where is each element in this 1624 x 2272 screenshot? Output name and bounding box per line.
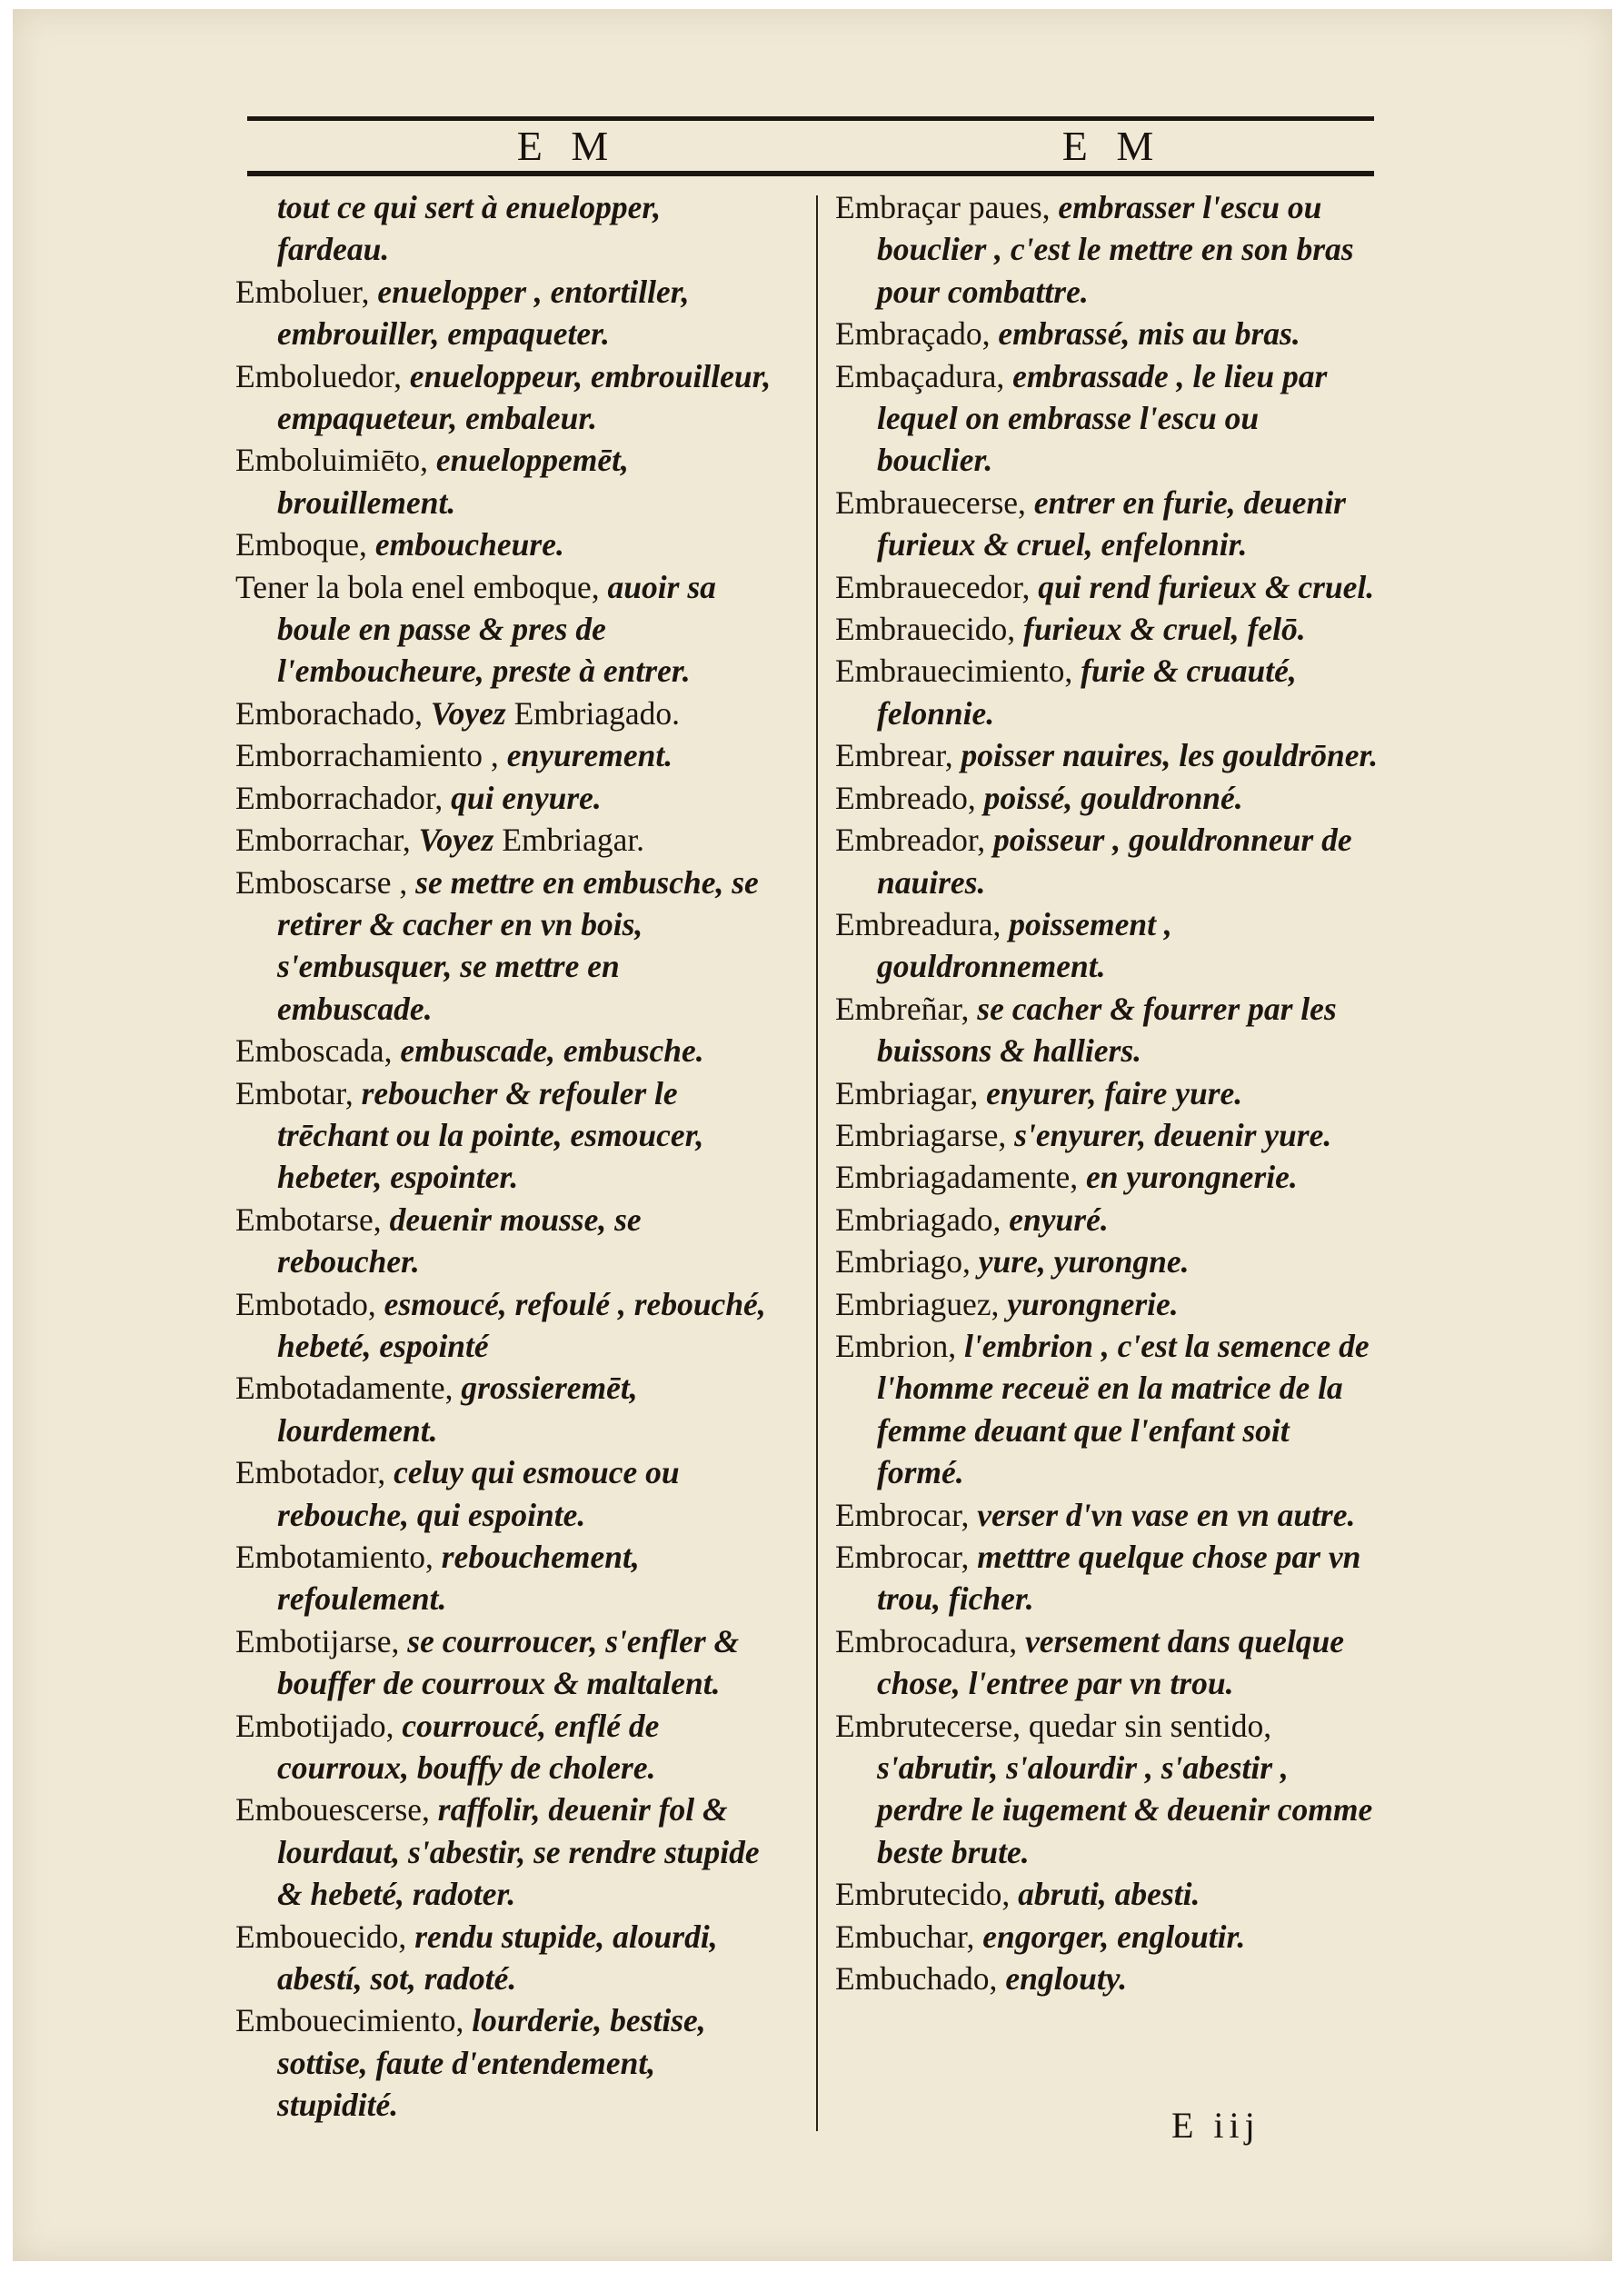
entry-translation: embrassade , le lieu par lequel on embrasse l'escu ou bouclier.	[877, 357, 1328, 479]
dictionary-entry	[835, 1536, 1380, 1620]
entry-translation: enuelopper , entortiller, embrouiller, empaqueter.	[277, 273, 690, 353]
entry-headword: Emborrachamiento ,	[235, 737, 499, 774]
entry-headword: Embrocar,	[835, 1496, 970, 1533]
entry-headword: Emboscarse ,	[235, 863, 408, 901]
entry-translation: enyuré.	[1009, 1201, 1109, 1238]
dictionary-entry	[835, 1620, 1380, 1705]
entry-headword: Embotado,	[235, 1285, 376, 1322]
entry-headword: Embreador,	[835, 822, 986, 859]
entry-translation: embrassé, mis au bras.	[998, 315, 1300, 353]
entry-headword: Embrocadura,	[835, 1622, 1018, 1659]
entry-headword: Embriagado,	[835, 1201, 1001, 1238]
entry-headword: Embouecimiento,	[235, 2002, 464, 2039]
entry-headword: Embreñar,	[835, 990, 970, 1027]
header-rule-bottom	[247, 171, 1374, 176]
dictionary-entry	[235, 186, 781, 271]
entry-headword: Embrauecido,	[835, 611, 1016, 648]
dictionary-entry	[235, 271, 781, 355]
entry-translation: s'abrutir, s'alourdir , s'abestir , perdre le iugement & deuenir comme beste brute.	[877, 1749, 1373, 1870]
entry-headword: Embrear,	[835, 737, 953, 774]
book-page	[13, 9, 1612, 2261]
entry-translation: embrasser l'escu ou bouclier , c'est le mettre en son bras pour combattre.	[877, 189, 1354, 310]
dictionary-entry	[835, 1873, 1380, 1915]
dictionary-entry	[835, 1199, 1380, 1241]
dictionary-entry	[235, 1789, 781, 1915]
entry-headword: Embriaguez,	[835, 1285, 1000, 1322]
entry-headword: Embrauecerse,	[835, 483, 1026, 521]
entry-headword: Embriago,	[835, 1243, 971, 1280]
dictionary-entry	[235, 1451, 781, 1536]
dictionary-entry	[835, 313, 1380, 354]
entry-translation: s'enyurer, deuenir yure.	[1014, 1116, 1332, 1153]
left-column	[235, 186, 781, 2127]
entry-headword: Emborrachar,	[235, 822, 411, 859]
dictionary-entry	[235, 1367, 781, 1451]
dictionary-entry	[835, 988, 1380, 1072]
entry-headword: Embotadamente,	[235, 1370, 453, 1407]
dictionary-entry	[835, 734, 1380, 776]
entry-translation: auoir sa boule en passe & pres de l'emboucheure, preste à entrer.	[277, 568, 716, 690]
entry-headword: Embuchar,	[835, 1918, 975, 1955]
dictionary-entry	[235, 355, 781, 440]
dictionary-entry	[235, 1199, 781, 1283]
dictionary-entry	[835, 1916, 1380, 1958]
entry-headword: Embaçadura,	[835, 357, 1005, 394]
dictionary-entry	[235, 862, 781, 1031]
dictionary-entry	[835, 1325, 1380, 1494]
dictionary-entry	[835, 1958, 1380, 1999]
entry-translation: se courroucer, s'enfler & bouffer de courroux & maltalent.	[277, 1622, 740, 1702]
entry-translation: rendu stupide, alourdi, abestí, sot, radoté.	[277, 1918, 718, 1998]
entry-translation: engorger, engloutir.	[982, 1918, 1246, 1955]
dictionary-entry	[835, 186, 1380, 313]
entry-translation: celuy qui esmouce ou rebouche, qui espointe.	[277, 1454, 680, 1533]
dictionary-entry	[235, 439, 781, 523]
dictionary-entry	[835, 1283, 1380, 1325]
right-column	[835, 186, 1380, 1999]
entry-translation: yure, yurongne.	[978, 1243, 1190, 1280]
entry-translation: rebouchement, refoulement.	[277, 1539, 640, 1618]
dictionary-entry	[835, 1156, 1380, 1198]
entry-headword: Emboscada,	[235, 1032, 393, 1070]
entry-headword: Emboque,	[235, 526, 367, 563]
entry-translation: grossieremēt, lourdement.	[277, 1370, 638, 1449]
entry-translation: en yurongnerie.	[1086, 1159, 1298, 1196]
entry-translation: poisser nauires, les gouldrōner.	[961, 737, 1379, 774]
dictionary-entry	[835, 1114, 1380, 1156]
entry-translation: tout ce qui sert à enuelopper, fardeau.	[277, 189, 662, 268]
entry-headword: Emborrachador,	[235, 779, 443, 816]
entry-translation: se cacher & fourrer par les buissons & halliers.	[877, 990, 1337, 1070]
entry-headword: Embreado,	[835, 779, 976, 816]
entry-headword: Embotijado,	[235, 1707, 394, 1744]
entry-headword: Embriagadamente,	[835, 1159, 1079, 1196]
entry-translation: furieux & cruel, felō.	[1023, 611, 1306, 648]
entry-translation: courroucé, enflé de courroux, bouffy de cholere.	[277, 1707, 660, 1787]
dictionary-entry	[235, 819, 781, 861]
dictionary-entry	[835, 566, 1380, 608]
entry-headword: Embrutecido,	[835, 1876, 1011, 1913]
entry-headword: Embrauecimiento,	[835, 653, 1073, 690]
entry-translation: poisseur , gouldronneur de nauires.	[877, 822, 1352, 901]
column-divider	[816, 195, 818, 2131]
entry-translation: entrer en furie, deuenir furieux & cruel, enfelonnir.	[877, 483, 1346, 563]
entry-translation: enueloppemēt, brouillement.	[277, 442, 629, 521]
entry-headword: Embrutecerse, quedar sin sentido,	[835, 1707, 1272, 1744]
entry-headword: Embriagar,	[835, 1074, 979, 1111]
entry-translation: abruti, abesti.	[1018, 1876, 1201, 1913]
entry-translation: lourderie, bestise, sottise, faute d'entendement, stupidité.	[277, 2002, 706, 2124]
dictionary-entry	[235, 1620, 781, 1705]
entry-cross-reference: Embriagado.	[513, 694, 680, 732]
entry-headword: Embotijarse,	[235, 1622, 400, 1659]
entry-headword: Embotar,	[235, 1074, 354, 1111]
entry-translation: poissé, gouldronné.	[983, 779, 1243, 816]
entry-headword: Embraçar paues,	[835, 189, 1051, 225]
entry-translation: l'embrion , c'est la semence de l'homme receuë en la matrice de la femme deuant que l'enfant soit formé.	[877, 1327, 1370, 1491]
entry-headword: Embriagarse,	[835, 1116, 1007, 1153]
entry-headword: Embuchado,	[835, 1960, 998, 1998]
entry-headword: Emboluedor,	[235, 357, 402, 394]
running-head-right: E M	[1061, 123, 1163, 169]
dictionary-entry	[835, 819, 1380, 903]
entry-headword: Embouescerse,	[235, 1791, 430, 1829]
entry-headword: Embrauecedor,	[835, 568, 1031, 605]
entry-headword: Emborachado,	[235, 694, 423, 732]
dictionary-entry	[235, 1283, 781, 1368]
entry-translation: poissement , gouldronnement.	[877, 905, 1172, 985]
entry-translation: Voyez	[418, 822, 494, 859]
dictionary-entry	[835, 903, 1380, 988]
entry-translation: esmoucé, refoulé , rebouché, hebeté, espointé	[277, 1285, 766, 1364]
entry-translation: enueloppeur, embrouilleur, empaqueteur, embaleur.	[277, 357, 772, 437]
entry-headword: Tener la bola enel emboque,	[235, 568, 600, 605]
entry-translation: se mettre en embusche, se retirer & cacher en vn bois, s'embusquer, se mettre en embuscade.	[277, 863, 759, 1027]
dictionary-entry	[835, 608, 1380, 650]
dictionary-entry	[235, 1705, 781, 1789]
entry-headword: Embraçado,	[835, 315, 991, 353]
entry-headword: Embreadura,	[835, 905, 1001, 942]
entry-translation: verser d'vn vase en vn autre.	[977, 1496, 1356, 1533]
dictionary-entry	[235, 777, 781, 819]
dictionary-entry	[235, 1536, 781, 1620]
dictionary-entry	[235, 566, 781, 693]
entry-translation: yurongnerie.	[1007, 1285, 1179, 1322]
entry-headword: Embotarse,	[235, 1201, 382, 1238]
entry-headword: Embrion,	[835, 1327, 957, 1364]
dictionary-entry	[235, 693, 781, 734]
dictionary-entry	[235, 734, 781, 776]
dictionary-entry	[835, 1705, 1380, 1874]
entry-translation: enyurement.	[506, 737, 673, 774]
entry-translation: reboucher & refouler le trēchant ou la pointe, esmoucer, hebeter, espointer.	[277, 1074, 704, 1196]
dictionary-entry	[235, 523, 781, 565]
entry-headword: Emboluer,	[235, 273, 370, 310]
dictionary-entry	[835, 650, 1380, 734]
dictionary-entry	[235, 1072, 781, 1199]
entry-translation: furie & cruauté, felonnie.	[877, 653, 1297, 732]
entry-headword: Embotador,	[235, 1454, 386, 1491]
entry-headword: Embrocar,	[835, 1539, 970, 1575]
signature-mark: E iij	[1171, 2105, 1260, 2146]
dictionary-entry	[835, 355, 1380, 482]
running-head-left: E M	[516, 123, 618, 169]
entry-headword: Emboluimiēto,	[235, 442, 428, 479]
entry-headword: Embouecido,	[235, 1918, 407, 1955]
entry-translation: enyurer, faire yure.	[986, 1074, 1243, 1111]
entry-headword: Embotamiento,	[235, 1539, 433, 1575]
dictionary-entry	[235, 1030, 781, 1071]
dictionary-entry	[835, 1494, 1380, 1536]
dictionary-entry	[835, 1072, 1380, 1114]
entry-translation: embuscade, embusche.	[400, 1032, 704, 1070]
entry-translation: qui rend furieux & cruel.	[1038, 568, 1375, 605]
dictionary-entry	[835, 1241, 1380, 1282]
dictionary-entry	[235, 1916, 781, 2000]
entry-translation: raffolir, deuenir fol & lourdaut, s'abestir, se rendre stupide & hebeté, radoter.	[277, 1791, 760, 1913]
dictionary-entry	[835, 777, 1380, 819]
entry-translation: metttre quelque chose par vn trou, ficher.	[877, 1539, 1361, 1618]
entry-translation: qui enyure.	[451, 779, 602, 816]
entry-translation: Voyez	[430, 694, 506, 732]
entry-translation: versement dans quelque chose, l'entree par vn trou.	[877, 1622, 1345, 1702]
dictionary-entry	[835, 482, 1380, 566]
dictionary-entry	[235, 1999, 781, 2126]
entry-translation: englouty.	[1005, 1960, 1128, 1998]
entry-cross-reference: Embriagar.	[502, 822, 645, 859]
header-rule-top	[247, 116, 1374, 121]
entry-translation: deuenir mousse, se reboucher.	[277, 1201, 642, 1280]
entry-translation: emboucheure.	[374, 526, 564, 563]
